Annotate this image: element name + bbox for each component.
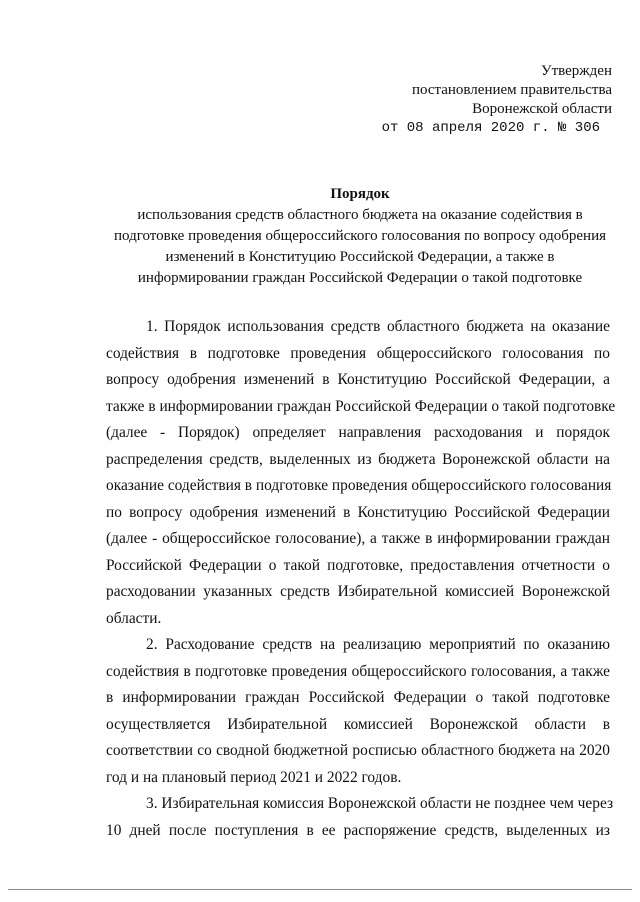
paragraph-1-line: содействия в подготовке проведения общероссийского голосования по: [106, 344, 610, 362]
paragraph-1-line: по вопросу одобрения изменений в Конституцию Российской Федерации: [106, 503, 610, 521]
paragraph-1-line: распределения средств, выделенных из бюджета Воронежской области на: [106, 450, 610, 468]
paragraph-1-line: оказание содействия в подготовке проведения общероссийского голосования: [106, 477, 612, 494]
paragraph-1-line: Российской Федерации о такой подготовке, предоставления отчетности о: [106, 556, 610, 574]
paragraph-1-line: 1. Порядок использования средств областного бюджета на оказание: [146, 318, 610, 335]
page-bottom-divider: [8, 889, 632, 890]
document-subtitle-line: использования средств областного бюджета на оказание содействия в: [137, 207, 583, 223]
paragraph-1-line: (далее - Порядок) определяет направления расходования и порядок: [106, 424, 610, 441]
document-header: [92, 184, 628, 289]
document-subtitle-line: информировании граждан Российской Федерации о такой подготовке: [137, 270, 583, 286]
paragraph-1-line: вопросу одобрения изменений в Конституцию Российской Федерации, а: [106, 371, 610, 388]
paragraph-2-line: содействия в подготовке проведения общероссийского голосования, а также: [106, 662, 610, 680]
approval-line-approved: Утвержден: [540, 63, 612, 79]
document-title: Порядок: [330, 186, 390, 202]
approval-line-region: Воронежской области: [472, 101, 612, 117]
paragraph-1-line: области.: [106, 609, 162, 627]
paragraph-3-line: 3. Избирательная комиссия Воронежской области не позднее чем через: [146, 795, 614, 812]
document-subtitle-line: изменений в Конституцию Российской Федерации, а также в: [165, 249, 555, 265]
document-subtitle-line: подготовке проведения общероссийского голосования по вопросу одобрения: [114, 228, 606, 244]
document-body: [106, 314, 616, 844]
paragraph-1-line: также в информировании граждан Российской Федерации о такой подготовке: [106, 397, 616, 415]
paragraph-3-line: 10 дней после поступления в ее распоряжение средств, выделенных из: [106, 821, 610, 839]
paragraph-1-line: расходовании указанных средств Избирательной комиссией Воронежской: [106, 583, 610, 600]
paragraph-2-line: соответствии со сводной бюджетной росписью областного бюджета на 2020: [106, 742, 610, 759]
paragraph-2-line: в информировании граждан Российской Федерации о такой подготовке: [106, 689, 610, 706]
approval-line-date-number: от 08 апреля 2020 г. № 306: [381, 120, 600, 136]
approval-stamp: [382, 62, 612, 138]
approval-line-decree: постановлением правительства: [411, 82, 612, 98]
paragraph-1-line: (далее - общероссийское голосование), а также в информировании граждан: [106, 530, 610, 547]
paragraph-2-line: год и на плановый период 2021 и 2022 годов.: [106, 768, 402, 786]
paragraph-2-line: 2. Расходование средств на реализацию мероприятий по оказанию: [146, 636, 610, 653]
paragraph-2-line: осуществляется Избирательной комиссией Воронежской области в: [106, 715, 610, 733]
